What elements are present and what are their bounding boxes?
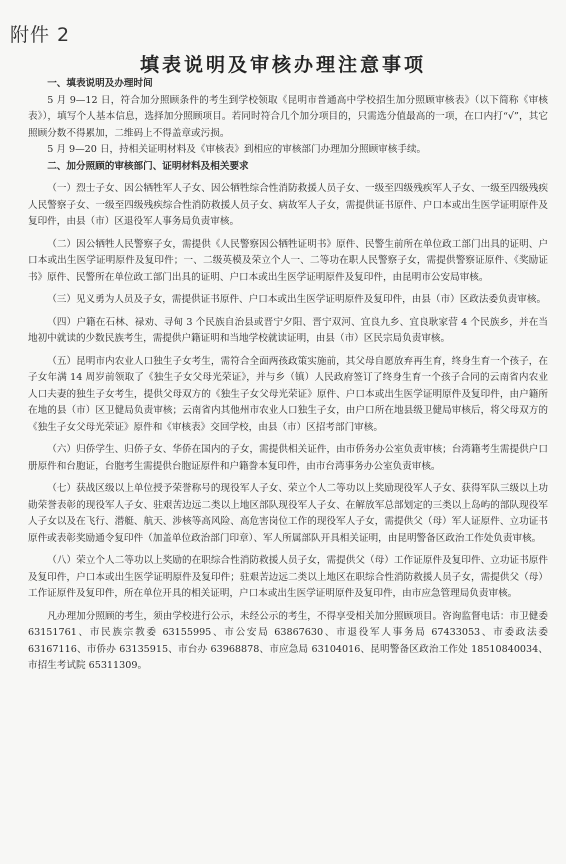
paragraph-item-5: （五）昆明市内农业人口独生子女考生，需符合全面两孩政策实施前，其父母自愿放弃再生育，终身生育一个孩子，在子女年满 14 周岁前领取了《独生子女父母光荣证》，并与乡（镇）人民政府签订了终身生育一个孩子合同的云南省内农业人口夫妻的独生子女考生，提供父母双方的《独生子女父母光荣证》原件、户口本或出生医学证明原件及复印件，由户籍所在地的县（市）区卫健局负责审核；云南省内其他州市农业人口独生子女，由户口所在地县级卫健局审核后，将父母双方的《独生子女父母光荣证》原件和《审核表》交回学校，由县（市）区招考部门审核。 <box>28 355 548 433</box>
section-heading: 二、加分照顾的审核部门、证明材料及相关要求 <box>47 160 249 172</box>
paragraph-item-2: （二）因公牺牲人民警察子女，需提供《人民警察因公牺牲证明书》原件、民警生前所在单位政工部门出具的证明、户口本或出生医学证明原件及复印件；一、二级英模及荣立个人一、二等功在职人民警察子女，需提供警察证原件、《奖励证书》原件、民警所在单位政工部门出具的证明、户口本或出生医学证明原件及复印件，由昆明市公安局审核。 <box>28 238 548 283</box>
closing-paragraph: 凡办理加分照顾的考生，须由学校进行公示，未经公示的考生，不得享受相关加分照顾项目。咨询监督电话：市卫健委 63151761、市民族宗教委 63155995、市公安局 63867630、市退役军人事务局 67433053、市委政法委 63167116、市侨办 63135915、市台办 63968878、市应急局 63104016、昆明警备区政治工作处 18510840034、市招生考试院 65311309。 <box>28 610 548 671</box>
paragraph-item-6: （六）归侨学生、归侨子女、华侨在国内的子女，需提供相关证件，由市侨务办公室负责审核；台湾籍考生需提供户口册原件和台胞证，台胞考生需提供台胞证原件和户籍誊本复印件，由市台湾事务办公室负责审核。 <box>28 444 548 472</box>
paragraph: 5 月 9—12 日，符合加分照顾条件的考生到学校领取《昆明市普通高中学校招生加分照顾审核表》（以下简称《审核表》），填写个人基本信息，选择加分照顾项目。若同时符合几个加分项目的，只需选分值最高的一项，在口内打“√”，其它照顾分数不得累加，二维码上不得盖章或污损。 <box>28 94 548 139</box>
paragraph-item-4: （四）户籍在石林、禄劝、寻甸 3 个民族自治县或晋宁夕阳、晋宁双河、宜良九乡、宜良耿家营 4 个民族乡，并在当地初中就读的少数民族考生，需提供户籍证明和当地学校就读证明，由县（市）区民宗局负责审核。 <box>28 316 548 344</box>
paragraph-item-8: （八）荣立个人二等功以上奖励的在职综合性消防救援人员子女，需提供父（母）工作证原件及复印件、立功证书原件及复印件，户口本或出生医学证明原件及复印件；驻艰苦边远二类以上地区在职综合性消防救援人员子女，需提供父（母）工作证原件及复印件，所在单位开具的相关证明，户口本或出生医学证明原件及复印件，由市应急管理局负责审核。 <box>28 555 548 599</box>
attachment-label: 附件 2 <box>10 24 71 46</box>
document-title: 填表说明及审核办理注意事项 <box>139 54 426 76</box>
section-heading: 一、填表说明及办理时间 <box>47 78 153 89</box>
paragraph: 5 月 9—20 日，持相关证明材料及《审核表》到相应的审核部门办理加分照顾审核手续。 <box>47 144 427 155</box>
document-body <box>28 76 548 675</box>
paragraph-item-1: （一）烈士子女、因公牺牲军人子女、因公牺牲综合性消防救援人员子女、一级至四级残疾军人子女、一级至四级残疾人民警察子女、一级至四级残疾综合性消防救援人员子女、病故军人子女，需提供证书原件、户口本或出生医学证明原件及复印件，由县（市）区退役军人事务局负责审核。 <box>28 183 548 227</box>
paragraph-item-3: （三）见义勇为人员及子女，需提供证书原件、户口本或出生医学证明原件及复印件，由县（市）区政法委负责审核。 <box>47 294 547 305</box>
paragraph-item-7: （七）获战区级以上单位授予荣誉称号的现役军人子女、荣立个人二等功以上奖励现役军人子女、获得军队三级以上功勋荣誉表彰的现役军人子女、驻艰苦边远二类以上地区部队现役军人子女、在解放军总部划定的三类以上岛屿的部队现役军人子女以及在飞行、潜艇、航天、涉核等高风险、高危害岗位工作的现役军人子女，需提供父（母）军人证原件、立功证书原件或表彰奖励通令复印件（加盖单位政治部门印章）、军人所属部队开具相关证明，由昆明警备区政治工作处负责审核。 <box>28 483 548 544</box>
